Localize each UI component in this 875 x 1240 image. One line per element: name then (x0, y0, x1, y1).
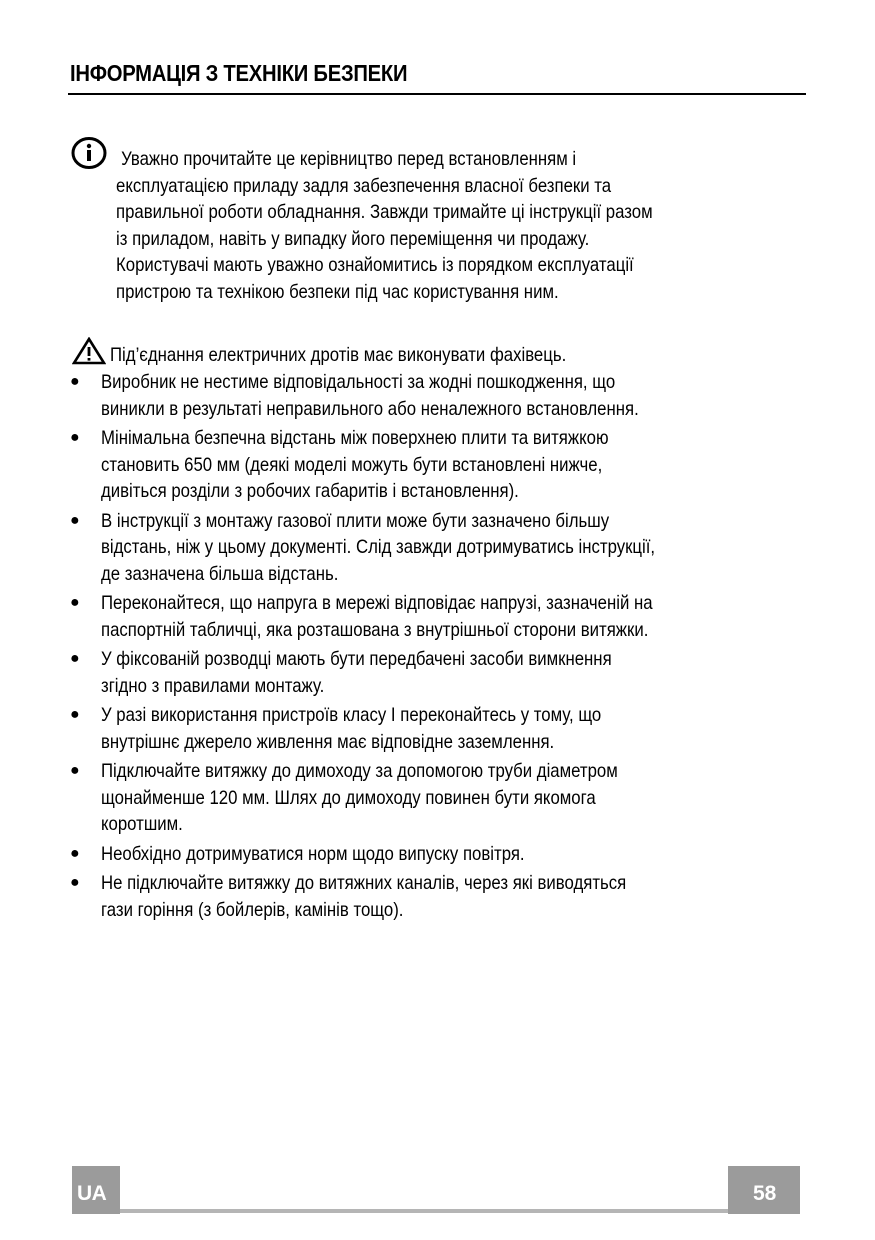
list-item (70, 425, 800, 505)
list-item (70, 508, 800, 588)
notice-text (116, 146, 770, 305)
notice-line: експлуатацією приладу задля забезпечення власної безпеки та (116, 174, 612, 197)
info-icon (70, 136, 110, 172)
bullet-icon: ● (70, 762, 80, 779)
notice-line: правильної роботи обладнання. Завжди тримайте ці інструкції разом (116, 201, 653, 223)
bullet-icon: ● (70, 429, 80, 446)
bullet-icon: ● (70, 511, 80, 529)
bullet-icon: ● (70, 844, 80, 862)
language-code: UA (77, 1182, 107, 1205)
notice-line: Користувачі мають уважно ознайомитись із порядком експлуатації (116, 254, 634, 276)
page-number-badge (728, 1166, 800, 1214)
list-item-text: Не підключайте витяжку до витяжних каналів, через які виводяться гази горіння (з бойлерів, камінів тощо). (101, 872, 627, 921)
safety-list (70, 369, 800, 926)
list-item-text: Підключайте витяжку до димоходу за допомогою труби діаметром щонайменше 120 мм. Шлях до димоходу повинен бути якомога коротшим. (101, 760, 618, 835)
page-number: 58 (753, 1182, 777, 1205)
footer-divider (120, 1209, 728, 1213)
notice-line: Уважно прочитайте це керівництво перед встановленням і (121, 148, 577, 170)
bullet-icon: ● (70, 706, 80, 723)
list-item (70, 590, 800, 643)
list-item-text: У разі використання пристроїв класу I переконайтесь у тому, що внутрішнє джерело живлення має відповідне заземлення. (101, 704, 602, 753)
bullet-icon: ● (70, 594, 80, 611)
list-item (70, 369, 800, 422)
list-item-text: У фіксованій розводці мають бути передбачені засоби вимкнення згідно з правилами монтажу. (101, 648, 612, 697)
bullet-icon: ● (70, 874, 80, 891)
list-item-text: Мінімальна безпечна відстань між поверхнею плити та витяжкою становить 650 мм (деякі моделі можуть бути встановлені нижче, дивіться розділи з робочих габаритів і встановлення). (101, 427, 609, 502)
list-item (70, 758, 800, 838)
list-item (70, 702, 800, 755)
notice-line: із приладом, навіть у випадку його переміщення чи продажу. (116, 227, 590, 250)
list-item-text: Переконайтеся, що напруга в мережі відповідає напрузі, зазначеній на паспортній табличці, яка розташована з внутрішньої сторони витяжки. (101, 592, 653, 641)
list-item-text: Виробник не нестиме відповідальності за жодні пошкодження, що виникли в результаті неправильного або неналежного встановлення. (101, 371, 639, 420)
language-badge (72, 1166, 120, 1214)
bullet-icon: ● (70, 373, 80, 390)
list-item-text: Необхідно дотримуватися норм щодо випуску повітря. (101, 842, 525, 865)
notice-line: пристрою та технікою безпеки під час користування ним. (116, 280, 559, 303)
warning-icon (72, 337, 106, 365)
list-item (70, 870, 800, 923)
list-item (70, 841, 800, 868)
list-item (70, 646, 800, 699)
list-item-text: В інструкції з монтажу газової плити може бути зазначено більшу відстань, ніж у цьому документі. Слід завжди дотримуватись інструкції, де зазначена більша відстань. (101, 509, 656, 585)
bullet-icon: ● (70, 650, 80, 667)
title-divider (68, 93, 806, 95)
page-title: ІНФОРМАЦІЯ З ТЕХНІКИ БЕЗПЕКИ (70, 60, 408, 86)
warning-text: Під’єднання електричних дротів має виконувати фахівець. (110, 344, 567, 366)
